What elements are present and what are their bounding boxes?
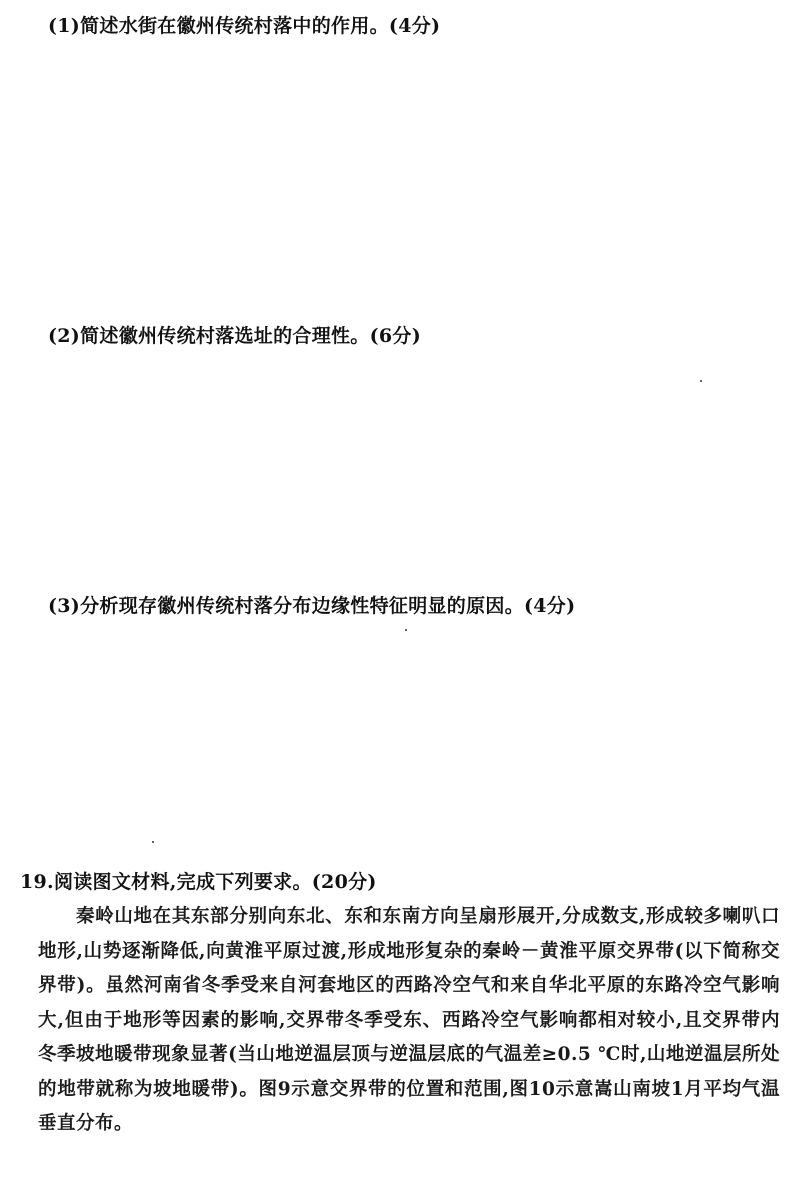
scan-speck [405,629,407,631]
question-2: (2)简述徽州传统村落选址的合理性。(6分) [48,325,422,347]
scan-speck [700,380,702,382]
question-19-title: 19.阅读图文材料,完成下列要求。(20分) [20,871,377,893]
question-3: (3)分析现存徽州传统村落分布边缘性特征明显的原因。(4分) [48,595,576,617]
question-19-passage: 秦岭山地在其东部分别向东北、东和东南方向呈扇形展开,分成数支,形成较多喇叭口地形,山势逐渐降低,向黄淮平原过渡,形成地形复杂的秦岭－黄淮平原交界带(以下简称交界带)。虽然河南省冬季受来自河套地区的西路冷空气和来自华北平原的东路冷空气影响大,但由于地形等因素的影响,交界带冬季受东、西路冷空气影响都相对较小,且交界带内冬季坡地暖带现象显著(当山地逆温层顶与逆温层底的气温差≥0.5 ℃时,山地逆温层所处的地带就称为坡地暖带)。图9示意交界带的位置和范围,图10示意嵩山南坡1月平均气温垂直分布。 [38,906,780,1134]
question-1: (1)简述水街在徽州传统村落中的作用。(4分) [48,15,441,37]
scan-speck [152,841,154,843]
